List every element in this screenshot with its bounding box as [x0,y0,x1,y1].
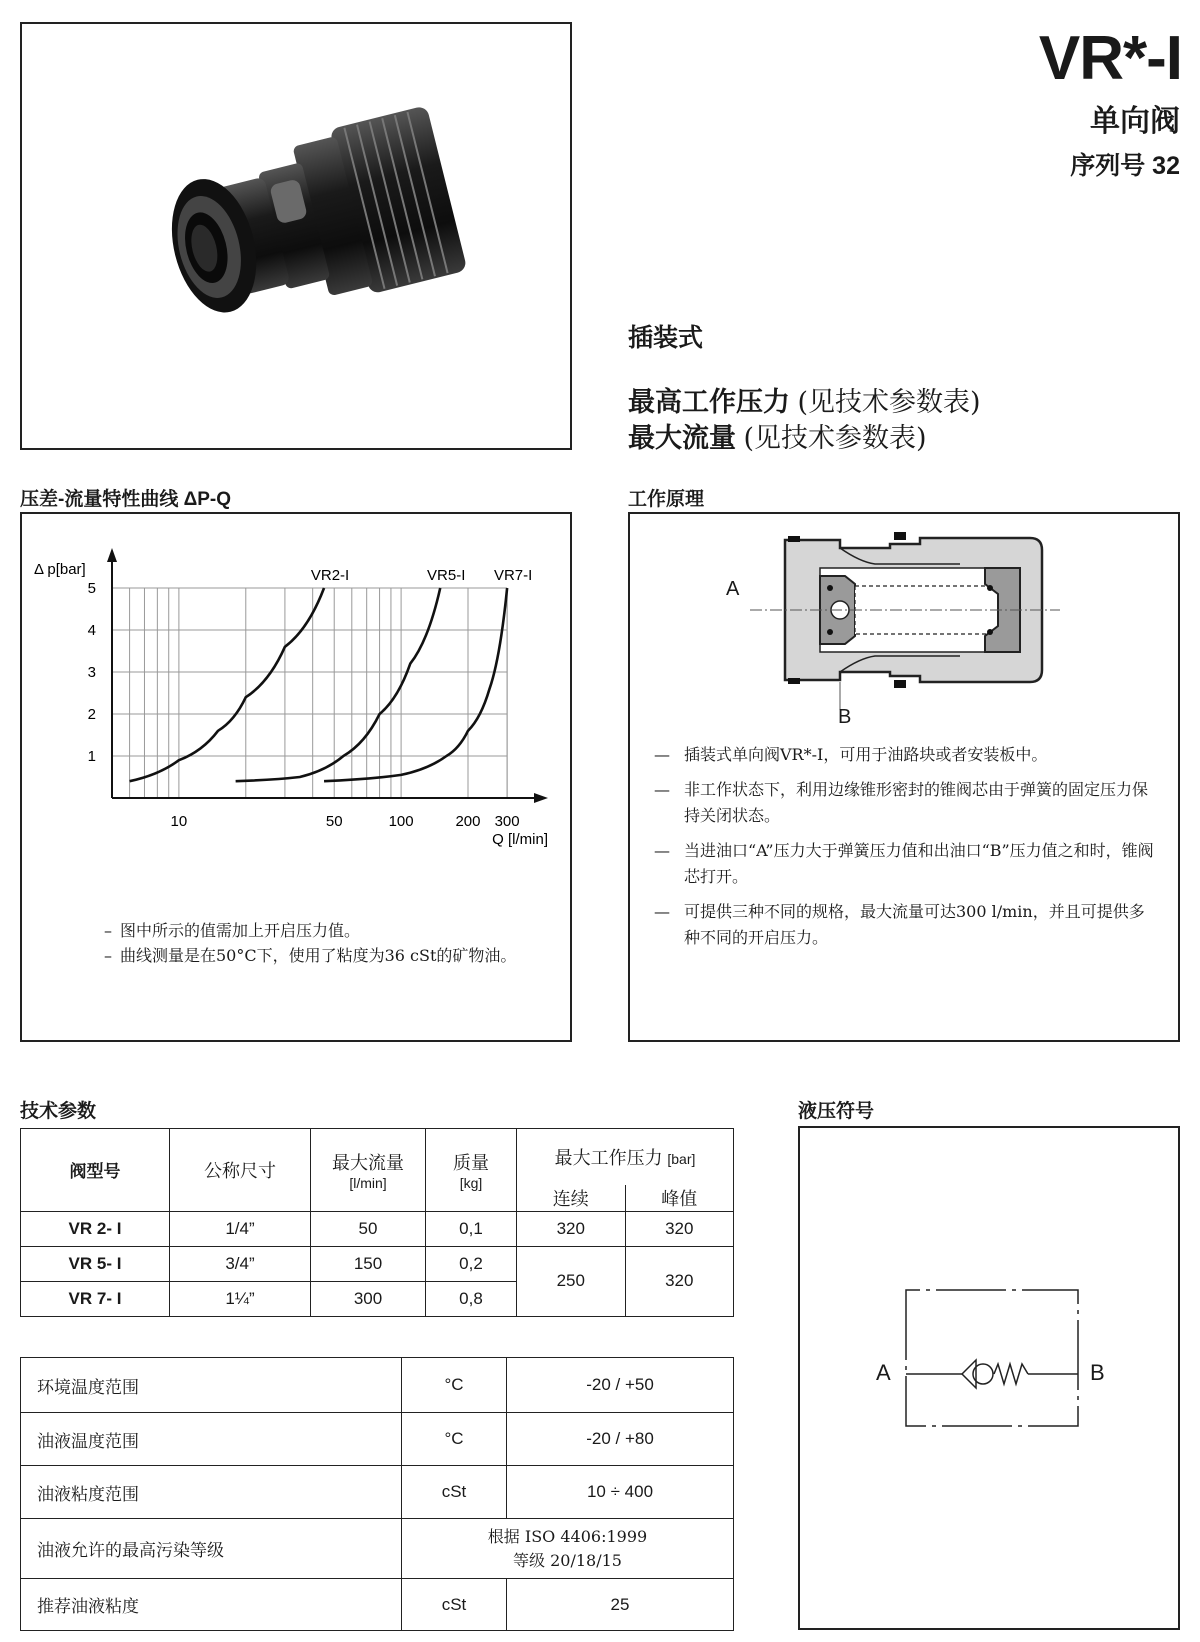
row-mass: 0,1 [426,1211,517,1246]
principle-notes [654,742,1154,960]
curve-note-2: – 曲线测量是在50°C下，使用了粘度为36 cSt的矿物油。 [104,943,524,968]
curve-vr2-i [130,588,324,781]
y-axis-arrow [107,548,117,562]
mounting-type: 插装式 [628,324,704,352]
x-tick-label: 200 [455,813,481,830]
series-label: VR5-I [427,567,466,584]
row-peak: 320 [625,1246,734,1316]
valve-cartridge-image [22,24,570,448]
curve-notes [104,918,524,968]
series-label: VR2-I [310,567,350,584]
col-flow-unit: [l/min] [349,1174,387,1191]
table-row [21,1466,734,1519]
col-size: 公称尺寸 [170,1129,311,1212]
chart-curves [130,588,508,781]
col-continuous: 连续 [517,1185,626,1212]
env-unit: °C [402,1358,507,1413]
row-peak: 320 [625,1211,734,1246]
row-size: 1¼” [170,1281,311,1316]
col-pressure-label: 最大工作压力 [554,1147,663,1169]
product-name: 单向阀 [1090,105,1180,138]
x-tick-label: 300 [494,813,520,830]
max-pressure-label: 最高工作压力 [628,387,790,417]
x-axis-label: Q [l/min] [492,831,548,848]
curve-section-title: 压差-流量特性曲线 ΔP-Q [20,489,232,510]
col-pressure [517,1129,734,1185]
principle-box [628,512,1180,1042]
principle-port-a: A [726,578,740,600]
env-label: 油液允许的最高污染等级 [21,1519,402,1579]
y-tick-label: 4 [87,622,96,639]
series-number: 序列号 32 [1070,152,1180,180]
col-mass [426,1129,517,1212]
principle-port-b: B [838,706,852,728]
row-model: VR 5- I [21,1246,170,1281]
row-continuous: 250 [517,1246,626,1316]
dp-q-chart [22,514,570,854]
curve-box [20,512,572,1042]
series-label: VR7-I [493,567,533,584]
row-flow: 300 [311,1281,426,1316]
x-tick-label: 50 [325,813,343,830]
y-tick-label: 3 [87,664,96,681]
col-flow [311,1129,426,1212]
max-pressure-line [628,380,981,419]
env-value: -20 / +50 [507,1358,734,1413]
max-flow-line [628,416,927,455]
env-value [402,1519,734,1579]
table-row [21,1579,734,1631]
symbol-port-a: A [876,1360,891,1385]
env-unit: °C [402,1413,507,1466]
col-pressure-unit: [bar] [667,1150,696,1167]
row-continuous: 320 [517,1211,626,1246]
valve-section-drawing [630,514,1178,724]
principle-item-4: — 可提供三种不同的规格，最大流量可达300 l/min，并且可提供多种不同的开启压力。 [654,899,1154,951]
env-value: 10 ÷ 400 [507,1466,734,1519]
row-mass: 0,2 [426,1246,517,1281]
table-row [21,1413,734,1466]
max-flow-note: (见技术参数表) [743,423,927,454]
model-title: VR*-I [1038,24,1182,93]
col-flow-label: 最大流量 [332,1152,404,1174]
x-tick-label: 100 [388,813,414,830]
env-unit: cSt [402,1466,507,1519]
symbol-port-b: B [1090,1360,1105,1385]
x-tick-label: 10 [170,813,188,830]
row-size: 3/4” [170,1246,311,1281]
row-model: VR 2- I [21,1211,170,1246]
env-label: 油液粘度范围 [21,1466,402,1519]
principle-item-2: — 非工作状态下，利用边缘锥形密封的锥阀芯由于弹簧的固定压力保持关闭状态。 [654,777,1154,829]
y-tick-label: 2 [87,706,96,723]
env-label: 油液温度范围 [21,1413,402,1466]
tech-section-title: 技术参数 [20,1101,97,1122]
symbol-box [798,1126,1180,1630]
y-tick-label: 1 [87,748,96,765]
contamination-class: 等级 20/18/15 [513,1550,622,1570]
row-flow: 50 [311,1211,426,1246]
product-photo-frame [20,22,572,450]
env-value: 25 [507,1579,734,1631]
col-peak: 峰值 [625,1185,734,1212]
env-unit: cSt [402,1579,507,1631]
env-label: 环境温度范围 [21,1358,402,1413]
symbol-section-title: 液压符号 [798,1101,875,1122]
contamination-standard: 根据 ISO 4406:1999 [487,1526,648,1546]
y-tick-label: 5 [87,580,96,597]
row-mass: 0,8 [426,1281,517,1316]
env-label: 推荐油液粘度 [21,1579,402,1631]
principle-item-1: — 插装式单向阀VR*-I，可用于油路块或者安装板中。 [654,742,1154,768]
table-row [21,1246,734,1281]
principle-item-3: — 当进油口“A”压力大于弹簧压力值和出油口“B”压力值之和时，锥阀芯打开。 [654,838,1154,890]
row-model: VR 7- I [21,1281,170,1316]
max-flow-label: 最大流量 [628,423,736,453]
col-mass-label: 质量 [453,1152,489,1174]
y-axis-label: Δ p[bar] [34,561,86,578]
env-value: -20 / +80 [507,1413,734,1466]
tech-spec-table [20,1128,734,1317]
environment-table [20,1357,734,1631]
row-size: 1/4” [170,1211,311,1246]
table-row [21,1211,734,1246]
curve-vr5-i [236,588,441,781]
table-row [21,1519,734,1579]
col-mass-unit: [kg] [459,1174,483,1191]
col-model: 阀型号 [21,1129,170,1212]
max-pressure-note: (见技术参数表) [797,387,981,418]
principle-section-title: 工作原理 [628,489,705,510]
table-row [21,1358,734,1413]
curve-note-1: – 图中所示的值需加上开启压力值。 [104,918,524,943]
x-axis-arrow [534,793,548,803]
row-flow: 150 [311,1246,426,1281]
check-valve-symbol [800,1128,1178,1628]
